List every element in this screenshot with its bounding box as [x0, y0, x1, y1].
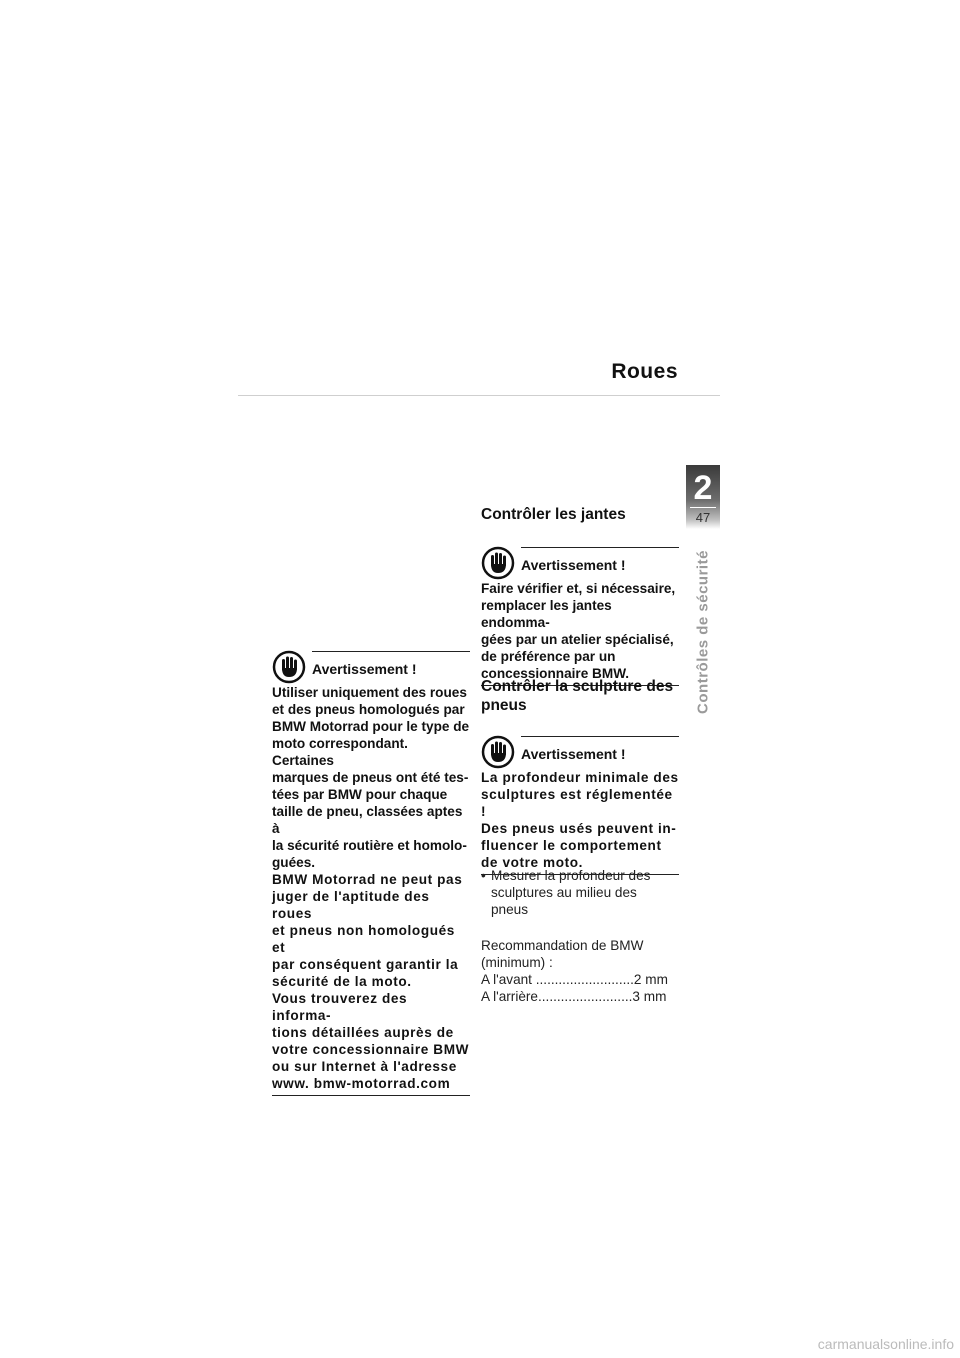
warning-top-rule [312, 651, 470, 652]
warning-line: ou sur Internet à l'adresse [272, 1059, 457, 1074]
warning-line: remplacer les jantes endomma- [481, 598, 612, 630]
bullet-line: Mesurer la profondeur des [491, 868, 651, 883]
hand-stop-icon [481, 735, 515, 769]
warning-line: juger de l'aptitude des roues [272, 889, 430, 921]
warning-line: La profondeur minimale des [481, 770, 679, 785]
warning-label: Avertissement ! [521, 746, 626, 762]
chapter-tab [686, 465, 720, 529]
warning-line: et pneus non homologués et [272, 923, 455, 955]
warning-line: Faire vérifier et, si nécessaire, [481, 581, 676, 596]
warning-line: sécurité de la moto. [272, 974, 412, 989]
warning-line: moto correspondant. Certaines [272, 736, 408, 768]
recommendation [481, 937, 681, 1005]
recommendation-line: (minimum) : [481, 955, 553, 970]
warning-line: sculptures est réglementée ! [481, 787, 673, 819]
warning-header [481, 546, 679, 574]
warning-line: et des pneus homologués par [272, 702, 465, 717]
hand-stop-icon [481, 546, 515, 580]
warning-line: guées. [272, 855, 316, 870]
warning-rims [481, 546, 679, 686]
title-rule [238, 395, 720, 396]
recommendation-front: A l'avant ..........................2 mm [481, 972, 668, 987]
chapter-number: 2 [693, 469, 713, 507]
warning-text [481, 580, 679, 686]
warning-tread-depth [481, 735, 679, 875]
page-number: 47 [695, 510, 711, 525]
bullet-line: pneus [491, 902, 529, 917]
recommendation-line: Recommandation de BMW [481, 938, 644, 953]
warning-top-rule [521, 736, 679, 737]
section-title-tread [481, 677, 673, 715]
warning-text [272, 684, 470, 1096]
warning-line: Des pneus usés peuvent in- [481, 821, 677, 836]
warning-line: de préférence par un [481, 649, 616, 664]
hand-stop-icon [272, 650, 306, 684]
warning-text [481, 769, 679, 875]
warning-line: concessionnaire BMW. [481, 666, 630, 681]
chapter-tab-divider [690, 507, 716, 508]
recommendation-rear: A l'arrière.........................3 mm [481, 989, 667, 1004]
page-title: Roues [611, 360, 678, 383]
chapter-side-label: Contrôles de sécurité [694, 550, 712, 714]
warning-top-rule [521, 547, 679, 548]
warning-line: marques de pneus ont été tes- [272, 770, 469, 785]
warning-line: de votre moto. [481, 855, 584, 870]
warning-line: www. bmw-motorrad.com [272, 1076, 451, 1091]
warning-line: Utiliser uniquement des roues [272, 685, 467, 700]
warning-line: gées par un atelier spécialisé, [481, 632, 674, 647]
warning-line: taille de pneu, classées aptes à [272, 804, 463, 836]
section-title-line: pneus [481, 697, 527, 714]
watermark: carmanualsonline.info [817, 1336, 954, 1352]
warning-line: votre concessionnaire BMW [272, 1042, 470, 1057]
bullet-dot: • [481, 868, 486, 883]
warning-line: tées par BMW pour chaque [272, 787, 448, 802]
warning-label: Avertissement ! [312, 661, 417, 677]
bullet-line: sculptures au milieu des [491, 885, 637, 900]
section-title-rims: Contrôler les jantes [481, 506, 626, 523]
bullet-text [491, 867, 679, 918]
warning-label: Avertissement ! [521, 557, 626, 573]
instruction-bullet [481, 867, 679, 918]
section-title-line: Contrôler la sculpture des [481, 678, 674, 695]
warning-line: tions détaillées auprès de [272, 1025, 454, 1040]
warning-line: par conséquent garantir la [272, 957, 459, 972]
warning-line: fluencer le comportement [481, 838, 662, 853]
warning-line: BMW Motorrad pour le type de [272, 719, 470, 734]
warning-header [481, 735, 679, 763]
warning-header [272, 650, 470, 678]
warning-line: la sécurité routière et homolo- [272, 838, 467, 853]
warning-wheels-tires [272, 650, 470, 1096]
warning-line: BMW Motorrad ne peut pas [272, 872, 463, 887]
warning-line: Vous trouverez des informa- [272, 991, 408, 1023]
